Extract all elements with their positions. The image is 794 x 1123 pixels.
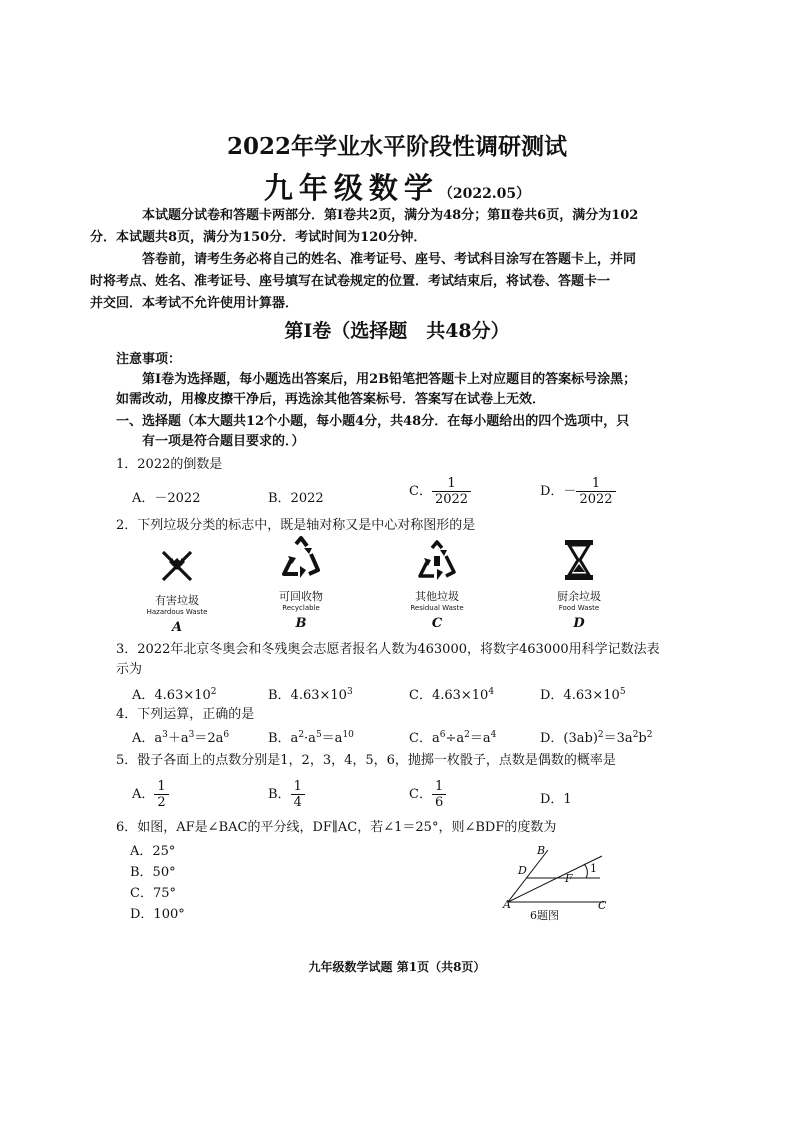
- q3-b-text: B．4.63×10: [268, 688, 347, 703]
- q2-b-cn-label: 可回收物: [279, 590, 323, 603]
- q2-option-a: [134, 540, 220, 635]
- q4-stem: 4．下列运算，正确的是: [116, 707, 255, 722]
- q1-c-denominator: 2022: [432, 491, 471, 507]
- hazardous-waste-icon: [155, 540, 199, 588]
- notice-label: 注意事项：: [116, 352, 182, 367]
- q6-option-b: B．50°: [130, 865, 176, 880]
- q1-stem: 1．2022的倒数是: [116, 457, 223, 472]
- q2-option-c: [394, 538, 480, 631]
- exam-date: （2022.05）: [438, 186, 531, 202]
- figure-label-a: A: [503, 898, 511, 911]
- q5-option-d: D．1: [540, 792, 572, 807]
- q4-a-p0: A．a: [132, 731, 163, 746]
- q5-c-num: 1: [434, 779, 444, 794]
- q5-b-den: 4: [291, 794, 305, 810]
- q1-c-numerator: 1: [447, 476, 456, 491]
- q4-option-b: [268, 727, 354, 746]
- q2-option-d: [536, 536, 622, 631]
- q4-d-p1: 2: [597, 730, 604, 740]
- q5-b-label: B．: [268, 787, 291, 802]
- q5-a-label: A．: [132, 787, 155, 802]
- figure-caption: 6题图: [530, 909, 559, 922]
- q4-b-p4: ＝a: [321, 731, 343, 746]
- q5-a-fraction: [154, 779, 168, 810]
- q1-option-b: B．2022: [268, 491, 324, 506]
- q6-option-d: D．100°: [130, 907, 185, 922]
- q2-a-en-label: Hazardous Waste: [146, 608, 208, 616]
- intro-p1-line2: 分．本试题共8页，满分为150分．考试时间为120分钟．: [90, 230, 427, 245]
- intro-paragraph-1: [90, 205, 678, 249]
- page-footer: 九年级数学试题 第1页（共8页）: [308, 960, 486, 974]
- q1-option-a: A．－2022: [132, 491, 201, 506]
- q4-a-p4: ＝2a: [194, 731, 224, 746]
- intro-p1-line1: 本试题分试卷和答题卡两部分．第Ⅰ卷共2页，满分为48分；第Ⅱ卷共6页，满分为102: [142, 208, 639, 223]
- q4-c-p3: 2: [464, 730, 470, 740]
- part-instruction-line-2: 有一项是符合题目要求的．）: [142, 434, 305, 449]
- q4-c-p0: C．a: [409, 731, 440, 746]
- q2-c-en-label: Residual Waste: [410, 604, 464, 612]
- figure-label-b: B: [537, 844, 546, 857]
- q5-stem: 5．骰子各面上的点数分别是1，2，3，4，5，6，抛掷一枚骰子，点数是偶数的概率是: [116, 753, 616, 768]
- q4-option-a: [132, 727, 229, 746]
- figure-label-c: C: [598, 899, 607, 912]
- intro-p2-line1: 答卷前，请考生务必将自己的姓名、准考证号、座号、考试科目涂写在答题卡上，并同: [142, 252, 637, 267]
- q6-stem: 6．如图，AF是∠BAC的平分线，DF∥AC，若∠1＝25°，则∠BDF的度数为: [116, 820, 557, 835]
- q4-d-p2: ＝3a: [603, 731, 633, 746]
- q4-c-p1: 6: [439, 730, 446, 740]
- q2-option-b: [258, 534, 344, 631]
- q2-stem: 2．下列垃圾分类的标志中，既是轴对称又是中心对称图形的是: [116, 518, 476, 533]
- q4-d-p5: 2: [646, 730, 653, 740]
- q6-option-c: C．75°: [130, 886, 176, 901]
- recyclable-icon: [276, 534, 326, 584]
- intro-paragraph-2: [90, 249, 678, 315]
- q5-c-fraction: [432, 779, 446, 810]
- q1-option-c-fraction: [432, 476, 471, 507]
- q4-b-p1: 2: [298, 730, 305, 740]
- intro-p2-line3: 并交回．本考试不允许使用计算器．: [90, 296, 299, 311]
- q3-stem-line-1: 3．2022年北京冬奥会和冬残奥会志愿者报名人数为463000，将数字463000用科学记数法表: [116, 642, 660, 657]
- q4-b-p3: 5: [315, 730, 322, 740]
- q4-option-d: [540, 727, 652, 746]
- q1-option-c: [409, 476, 471, 507]
- q2-c-letter: C: [431, 616, 443, 631]
- exam-subject: [0, 166, 794, 207]
- q5-a-den: 2: [154, 794, 168, 810]
- figure-label-angle-1: 1: [590, 862, 597, 875]
- q2-d-en-label: Food Waste: [558, 604, 600, 612]
- q4-d-p0: D．(3ab): [540, 731, 598, 746]
- section-title: 第Ⅰ卷（选择题 共48分）: [284, 320, 510, 342]
- q1-option-d-label: D．－: [540, 484, 577, 499]
- notice-line-1: 第Ⅰ卷为选择题，每小题选出答案后，用2B铅笔把答题卡上对应题目的答案标号涂黑；: [142, 372, 637, 387]
- notice-line-2: 如需改动，用橡皮擦干净后，再选涂其他答案标号．答案写在试卷上无效．: [116, 392, 546, 407]
- q6-option-a: A．25°: [130, 844, 176, 859]
- q4-b-p0: B．a: [268, 731, 299, 746]
- q2-c-cn-label: 其他垃圾: [415, 590, 459, 603]
- q3-option-b: [268, 684, 353, 703]
- q3-d-exp: 5: [619, 687, 626, 697]
- q3-a-text: A．4.63×10: [132, 688, 211, 703]
- q2-b-letter: B: [295, 616, 307, 631]
- q2-b-en-label: Recyclable: [282, 604, 320, 612]
- q3-stem-line-2: 示为: [116, 662, 143, 677]
- q1-option-d-fraction: [576, 476, 615, 507]
- q5-c-label: C．: [409, 787, 432, 802]
- q4-a-p2: ＋a: [167, 731, 189, 746]
- q4-b-p5: 10: [342, 730, 354, 740]
- q5-b-fraction: [291, 779, 305, 810]
- q5-b-num: 1: [293, 779, 302, 794]
- q4-a-p3: 3: [188, 730, 195, 740]
- q1-option-c-label: C．: [409, 484, 432, 499]
- q3-c-text: C．4.63×10: [409, 688, 489, 703]
- q4-option-c: [409, 727, 496, 746]
- intro-p2-line2: 时将考点、姓名、准考证号、座号填写在试卷规定的位置．考试结束后，将试卷、答题卡一: [90, 274, 611, 289]
- q5-a-num: 1: [157, 779, 166, 794]
- q4-a-p5: 6: [223, 730, 230, 740]
- q4-c-p5: 4: [490, 730, 497, 740]
- q2-a-letter: A: [171, 620, 183, 635]
- q5-option-a: [132, 779, 169, 810]
- q4-b-p2: ·a: [304, 731, 316, 746]
- q4-c-p4: ＝a: [469, 731, 491, 746]
- q3-c-exp: 4: [488, 687, 495, 697]
- q3-option-c: [409, 684, 494, 703]
- q1-d-numerator: 1: [591, 476, 601, 491]
- q2-a-cn-label: 有害垃圾: [155, 594, 199, 607]
- q4-d-p4: b: [638, 731, 647, 746]
- q3-b-exp: 3: [346, 687, 353, 697]
- q5-option-b: [268, 779, 305, 810]
- figure-label-d: D: [518, 864, 527, 877]
- q4-a-p1: 3: [162, 730, 168, 740]
- part-instruction-line-1: 一、选择题（本大题共12个小题，每小题4分，共48分．在每小题给出的四个选项中，只: [116, 414, 630, 429]
- q5-c-den: 6: [432, 794, 446, 810]
- q1-d-denominator: 2022: [576, 491, 615, 507]
- exam-title: 2022年学业水平阶段性调研测试: [226, 133, 567, 160]
- food-waste-icon: [559, 536, 599, 584]
- q2-d-cn-label: 厨余垃圾: [557, 590, 601, 603]
- q1-option-d: [540, 476, 616, 507]
- q2-d-letter: D: [573, 616, 585, 631]
- residual-waste-icon: [414, 538, 460, 584]
- q4-d-p3: 2: [632, 730, 639, 740]
- q3-option-a: [132, 684, 217, 703]
- q3-a-exp: 2: [210, 687, 217, 697]
- figure-label-f: F: [565, 872, 573, 885]
- q3-d-text: D．4.63×10: [540, 688, 620, 703]
- q4-c-p2: ÷a: [445, 731, 465, 746]
- q5-option-c: [409, 779, 446, 810]
- subject-text: 九年级数学: [263, 171, 439, 205]
- q3-option-d: [540, 684, 626, 703]
